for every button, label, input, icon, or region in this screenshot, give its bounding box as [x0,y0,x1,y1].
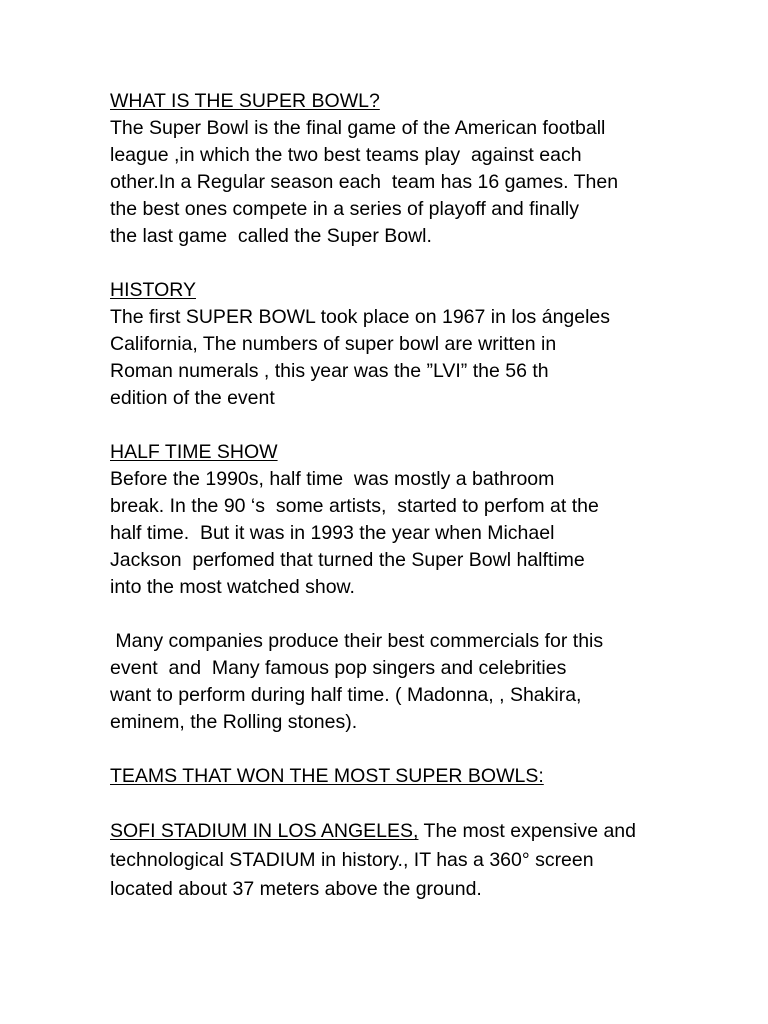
paragraph-line: technological STADIUM in history., IT has a 360° screen [110,849,594,871]
paragraph-line: the last game called the Super Bowl. [110,225,432,247]
blank-line [110,601,670,628]
paragraph-line: want to perform during half time. ( Madonna, , Shakira, [110,684,582,706]
paragraph-line [110,817,670,846]
paragraph-line: Jackson perfomed that turned the Super Bowl halftime [110,549,585,571]
paragraph-line: eminem, the Rolling stones). [110,711,358,733]
heading-history: HISTORY [110,279,196,301]
paragraph-line: California, The numbers of super bowl are written in [110,333,557,355]
paragraph-line: league ,in which the two best teams play against each [110,144,582,166]
blank-line [110,250,670,277]
paragraph-line: The Super Bowl is the final game of the American football [110,117,606,139]
blank-line [110,412,670,439]
sofi-paragraph [110,817,670,904]
paragraph-line: Before the 1990s, half time was mostly a bathroom [110,468,555,490]
paragraph-line: The first SUPER BOWL took place on 1967 in los ángeles [110,306,611,328]
paragraph-line: edition of the event [110,387,275,409]
blank-line [110,790,670,817]
heading-teams-most-super-bowls: TEAMS THAT WON THE MOST SUPER BOWLS: [110,765,544,787]
heading-half-time-show: HALF TIME SHOW [110,441,278,463]
blank-line [110,736,670,763]
paragraph-line: half time. But it was in 1993 the year when Michael [110,522,555,544]
paragraph-line: other.In a Regular season each team has 16 games. Then [110,171,619,193]
heading-what-is-super-bowl: WHAT IS THE SUPER BOWL? [110,90,380,112]
paragraph-line: Many companies produce their best commercials for this [110,630,604,652]
paragraph-line: Roman numerals , this year was the ”LVI” the 56 th [110,360,549,382]
paragraph-line: located about 37 meters above the ground. [110,878,482,900]
sofi-first-line-rest: The most expensive and [418,820,636,842]
heading-sofi-stadium: SOFI STADIUM IN LOS ANGELES, [110,820,419,842]
paragraph-line: the best ones compete in a series of playoff and finally [110,198,580,220]
paragraph-line: into the most watched show. [110,576,355,598]
paragraph-line: event and Many famous pop singers and celebrities [110,657,567,679]
document-page [110,88,670,904]
paragraph-line: break. In the 90 ‘s some artists, started to perfom at the [110,495,599,517]
